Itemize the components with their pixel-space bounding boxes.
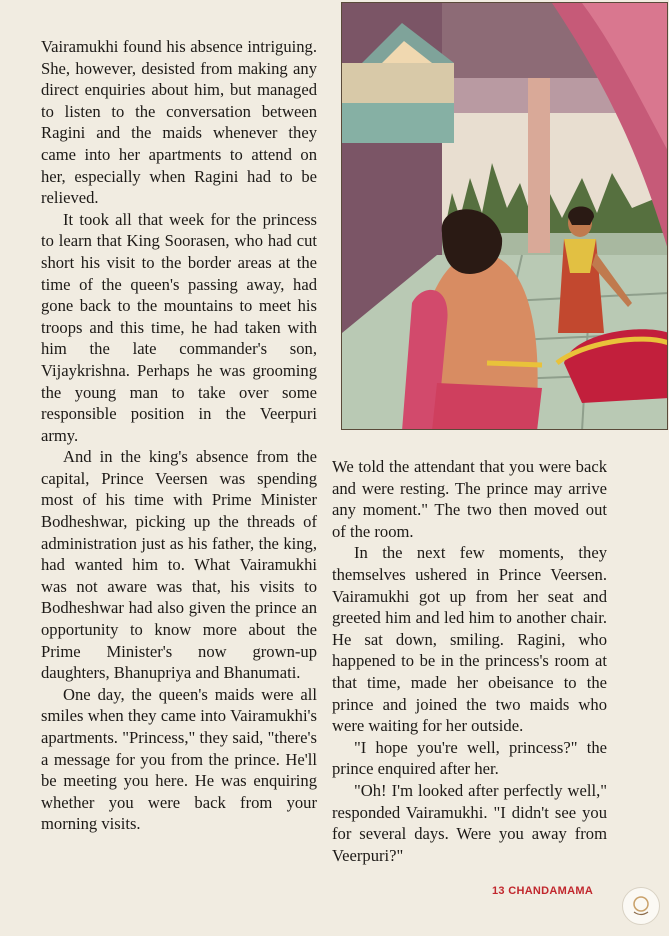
magazine-name: CHANDAMAMA [508,885,594,897]
story-illustration [341,2,668,430]
paragraph: And in the king's absence from the capital, Prince Veersen was spending most of his time with Prime Minister Bodheshwar, picking up the threads of administration just as his father, the king, had wanted him to. What Vairamukhi was not aware was that, his visits to Bodheshwar had also given the prince an opportunity to know more about the Prime Minister's now grown-up daughters, Bhanupriya and Bhanumati. [41,447,317,683]
paragraph: We told the attendant that you were back and were resting. The prince may arrive any moment." The two then moved out of the room. [332,457,607,541]
page-number: 13 [492,885,505,897]
paragraph: In the next few moments, they themselves ushered in Prince Veersen. Vairamukhi got up from her seat and greeted him and led him to another chair. He sat down, smiling. Ragini, who happened to be in the princess's room at that time, made her obeisance to the prince and joined the two maids who were waiting for her outside. [332,543,607,736]
illustration-drawing [342,3,668,430]
paragraph: "Oh! I'm looked after perfectly well," responded Vairamukhi. "I didn't see you for several days. Were you away from Veerpuri?" [332,780,607,865]
paragraph: It took all that week for the princess to learn that King Soorasen, who had cut short his visit to the border areas at the time of the queen's passing away, had gone back to the mountains to meet his troops and this time, he had taken with him the late commander's son, Vijaykrishna. Perhaps he was grooming the young man to take over some responsible position in the Veerpuri army. [41,209,317,445]
paragraph: "I hope you're well, princess?" the prince enquired after her. [332,737,607,779]
paragraph: Vairamukhi found his absence intriguing. She, however, desisted from making any direct enquiries about him, but managed to listen to the conversation between Ragini and the maids whenever they came into her apartments to attend on her, especially when Ragini had to be relieved. [41,37,317,208]
left-text-column [41,36,317,835]
page-footer [492,885,593,897]
paragraph: One day, the queen's maids were all smiles when they came into Vairamukhi's apartments. "Princess," they said, "there's a message for you from the prince. He'll be meeting you here. He was enquiring whether you were back from your morning visits. [41,684,317,834]
publisher-logo-icon [622,887,660,925]
right-text-column [332,456,607,866]
